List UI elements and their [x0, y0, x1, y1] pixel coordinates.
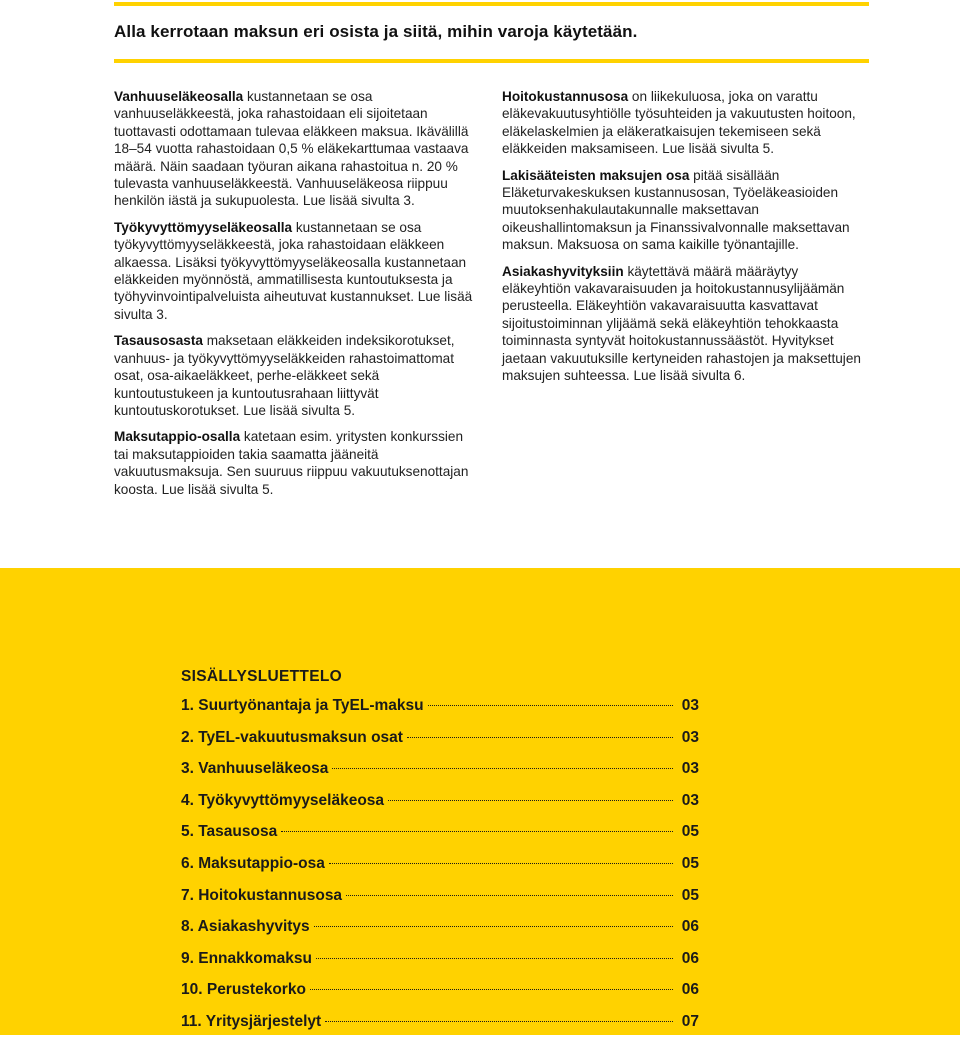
toc-title: SISÄLLYSLUETTELO: [181, 668, 342, 685]
toc-leader-dots: [314, 926, 673, 927]
toc-item-label: 9. Ennakkomaksu: [181, 949, 312, 967]
top-accent-rule: [114, 2, 869, 6]
toc-item-page: 06: [681, 981, 699, 999]
toc-leader-dots: [407, 737, 673, 738]
toc-item-label: 11. Yritysjärjestelyt: [181, 1012, 322, 1030]
term: Maksutappio-osalla: [114, 429, 241, 445]
toc-leader-dots: [332, 768, 673, 769]
paragraph-text: kustannetaan se osa työkyvyttömyyseläkkeestä, joka rahastoidaan eläkkeen alkaessa. Lisäksi työkyvyttömyyseläkeosalla kustannetaan eläkkeiden myönnöstä, ammatillisesta kuntoutuksesta ja työhyvinvointipalveluista aiheutuvat kustannukset. Lue lisää sivulta 3.: [114, 219, 473, 322]
toc-item[interactable]: [181, 697, 699, 729]
paragraph-text: pitää sisällään Eläketurvakeskuksen kustannusosan, Työeläkeasioiden muutoksenhakulautakunnalle maksettavan oikeushallintomaksun ja Finanssivalvonnalle maksettavan maksun. Maksuosa on sama kaikille työnantajille.: [502, 167, 850, 253]
toc-item-page: 03: [681, 791, 699, 809]
toc-leader-dots: [329, 863, 673, 864]
toc-item-page: 06: [681, 949, 699, 967]
term: Asiakashyvityksiin: [502, 263, 624, 279]
toc-list: [181, 697, 699, 1045]
toc-item[interactable]: [181, 918, 699, 950]
toc-item-label: 2. TyEL-vakuutusmaksun osat: [181, 728, 403, 746]
toc-item[interactable]: [181, 792, 699, 824]
paragraph-tasausosa: [114, 332, 479, 419]
toc-item-label: 1. Suurtyönantaja ja TyEL-maksu: [181, 697, 424, 714]
term: Työkyvyttömyyseläkeosalla: [114, 219, 293, 235]
paragraph-asiakashyvitykset: [502, 263, 862, 385]
toc-leader-dots: [310, 989, 673, 990]
right-text-column: [502, 88, 862, 394]
term: Hoitokustannusosa: [502, 89, 629, 104]
toc-leader-dots: [388, 800, 673, 801]
toc-item-page: 03: [681, 760, 699, 778]
paragraph-text: maksetaan eläkkeiden indeksikorotukset, vanhuus- ja työkyvyttömyyseläkkeiden rahastoimattomat osat, osa-aikaeläkkeet, perhe-eläkkeet sekä kuntoutustukeen ja kuntoutusrahaan liittyvät kuntoutuskorotukset. Lue lisää sivulta 5.: [114, 333, 455, 418]
paragraph-text: käytettävä määrä määräytyy eläkeyhtiön vakavaraisuuden ja hoitokustannusylijäämän perusteella. Eläkeyhtiön vakavaraisuutta kasvattavat sijoitustoiminnan ylijäämä sekä eläkeyhtiön tehokkaasta toiminnasta syntyvät hoitokustannussäästöt. Hyvitykset jaetaan vakuutuksille kertyneiden rahastojen ja maksettujen maksujen suhteessa. Lue lisää sivulta 6.: [502, 263, 861, 384]
toc-item-page: 06: [681, 918, 699, 936]
toc-item-page: 07: [681, 1012, 699, 1030]
toc-item-label: 6. Maksutappio-osa: [181, 854, 325, 872]
term: Lakisääteisten maksujen osa: [502, 167, 690, 183]
paragraph-text: kustannetaan se osa vanhuuseläkkeestä, joka rahastoidaan eli sijoitetaan tuottavasti odottamaan tulevaa eläkkeen maksua. Ikävälillä 18–54 vuotta rahastoidaan 0,5 % eläkekarttumaa vastaava määrä. Näin saadaan työuran aikana rahastoitua n. 20 % tulevasta vanhuuseläkkeestä. Vanhuuseläkeosa riippuu henkilön iästä ja sukupuolesta. Lue lisää sivulta 3.: [114, 89, 469, 209]
toc-item[interactable]: [181, 887, 699, 919]
toc-leader-dots: [316, 958, 673, 959]
toc-leader-dots: [428, 705, 673, 706]
toc-item[interactable]: [181, 981, 699, 1013]
toc-leader-dots: [325, 1021, 673, 1022]
heading-underline-rule: [114, 59, 869, 63]
toc-item[interactable]: [181, 950, 699, 982]
toc-leader-dots: [346, 895, 673, 896]
page-heading: Alla kerrotaan maksun eri osista ja siitä, mihin varoja käytetään.: [114, 22, 638, 41]
toc-item[interactable]: [181, 823, 699, 855]
paragraph-lakisaateiset-maksut: [502, 167, 862, 254]
term: Vanhuuseläkeosalla: [114, 89, 244, 104]
left-text-column: [114, 88, 479, 507]
toc-item[interactable]: [181, 855, 699, 887]
toc-item-page: 05: [681, 854, 699, 872]
paragraph-maksutappio-osa: [114, 428, 479, 498]
paragraph-text: on liikekuluosa, joka on varattu eläkevakuutusyhtiölle työsuhteiden ja vakuutusten hoitoon, eläkelaskelmien ja eläkeratkaisujen tekemiseen sekä eläkkeiden maksamiseen. Lue lisää sivulta 5.: [502, 89, 856, 157]
toc-item-label: 4. Työkyvyttömyyseläkeosa: [181, 791, 385, 809]
toc-item-label: 10. Perustekorko: [181, 981, 306, 999]
toc-item[interactable]: [181, 1013, 699, 1045]
toc-item-label: 3. Vanhuuseläkeosa: [181, 760, 329, 778]
paragraph-text: katetaan esim. yritysten konkurssien tai maksutappioiden takia saamatta jääneitä vakuutusmaksuja. Sen suuruus riippuu vakuutuksenottajan koosta. Lue lisää sivulta 5.: [114, 429, 469, 497]
toc-leader-dots: [281, 831, 673, 832]
toc-item-page: 03: [681, 697, 699, 714]
term: Tasausosasta: [114, 333, 203, 349]
toc-item-page: 05: [681, 886, 699, 904]
toc-item-label: 8. Asiakashyvitys: [181, 918, 310, 936]
paragraph-vanhuuselakeosa: [114, 88, 479, 210]
toc-item[interactable]: [181, 729, 699, 761]
toc-item[interactable]: [181, 760, 699, 792]
paragraph-tyokyvyttomyyselakeosa: [114, 219, 479, 323]
toc-item-label: 5. Tasausosa: [181, 823, 278, 841]
toc-item-page: 03: [681, 728, 699, 746]
toc-item-label: 7. Hoitokustannusosa: [181, 886, 343, 904]
paragraph-hoitokustannusosa: [502, 88, 862, 158]
toc-item-page: 05: [681, 823, 699, 841]
